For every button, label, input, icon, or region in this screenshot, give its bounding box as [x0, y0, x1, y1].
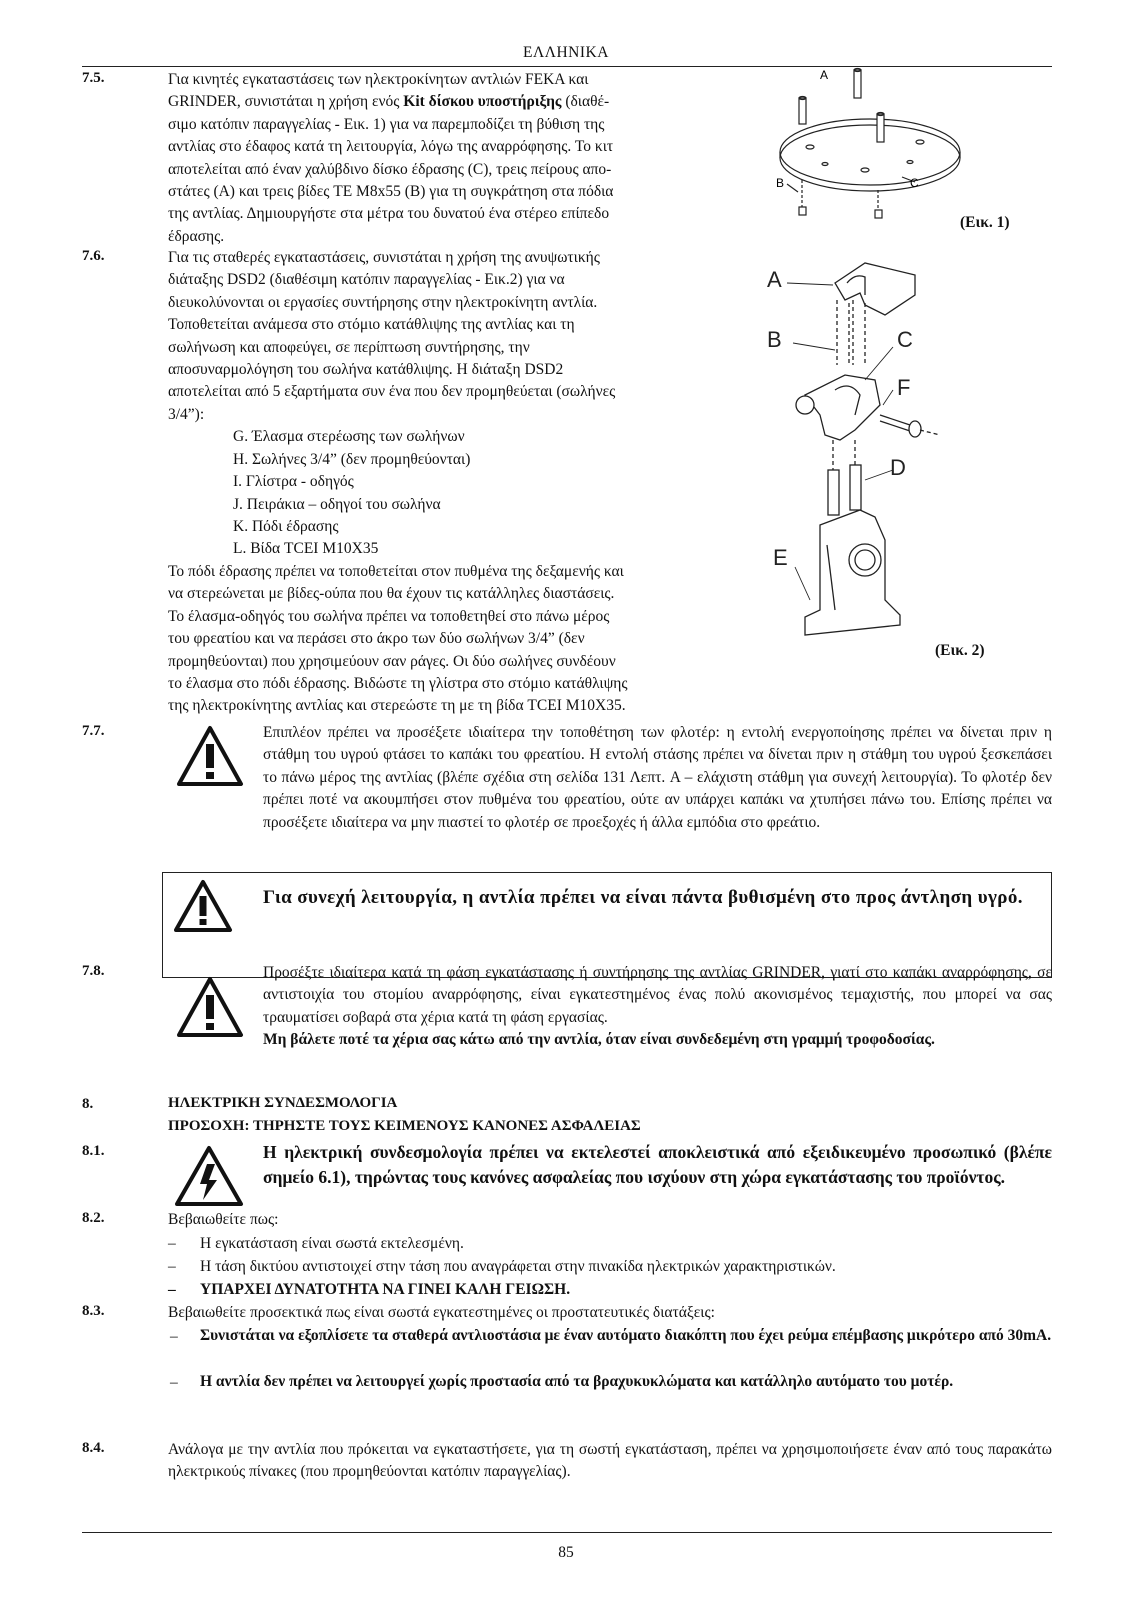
bullet-dash: –: [170, 1374, 178, 1391]
section-7-6-paragraph: Το πόδι έδρασης πρέπει να τοποθετείται στον πυθμένα της δεξαμενής και να στερεώνεται με βίδες-ούπα που θα έχουν τις κατάλληλες διαστάσεις. Το έλασμα-οδηγός του σωλήνα πρέπει να τοποθετηθεί στο πάνω μέρος του φρεατίου και να περάσει στο άκρο των δύο σωλήνων 3/4” (δεν προμηθεύονται) που χρησιμεύουν σαν ράγες. Οι δύο σωλήνες συνδέουν το έλασμα στο πόδι έδρασης. Βιδώστε τη γλίστρα στο στόμιο κατάθλιψης της ηλεκτροκίνητης αντλίας και στερεώστε τη με τη βίδα TCEI M10X35.: [168, 563, 628, 715]
fig2-label-e: E: [773, 545, 788, 570]
figure-2-dsd2-device: [765, 255, 965, 645]
section-8-4-text: Ανάλογα με την αντλία που πρόκειται να εγκαταστήσετε, για τη σωστή εγκατάσταση, πρέπει να χρησιμοποιήσετε έναν από τους παρακάτω ηλεκτρικούς πίνακες (που προμηθεύονται κατόπιν παραγγελίας).: [168, 1441, 1052, 1481]
list-item: Η τάση δικτύου αντιστοιχεί στην τάση που αναγράφεται στην πινακίδα ηλεκτρικών χαρακτηριστικών.: [200, 1258, 836, 1275]
section-number-8: 8.: [82, 1096, 94, 1112]
section-number-8-2: 8.2.: [82, 1210, 105, 1226]
section-number-7-7: 7.7.: [82, 723, 105, 739]
list-item: ΥΠΑΡΧΕΙ ΔΥΝΑΤΟΤΗΤΑ ΝΑ ΓΙΝΕΙ ΚΑΛΗ ΓΕΙΩΣΗ.: [200, 1281, 571, 1298]
figure-2-caption: (Εικ. 2): [935, 642, 985, 659]
fig1-label-a: A: [820, 68, 829, 82]
section-8-1-text: Η ηλεκτρική συνδεσμολογία πρέπει να εκτελεστεί αποκλειστικά από εξειδικευμένο προσωπικό (βλέπε σημείο 6.1), τηρώντας τους κανόνες ασφαλείας που ισχύουν στη χώρα εγκατάστασης του προϊόντος.: [263, 1142, 1052, 1187]
section-8-subtitle: ΠΡΟΣΟΧΗ: ΤΗΡΗΣΤΕ ΤΟΥΣ ΚΕΙΜΕΝΟΥΣ ΚΑΝΟΝΕΣ ΑΣΦΑΛΕΙΑΣ: [168, 1118, 641, 1134]
list-item: Η αντλία δεν πρέπει να λειτουργεί χωρίς προστασία από τα βραχυκυκλώματα και κατάλληλο αυτόματο του μοτέρ.: [200, 1373, 954, 1390]
note-box-text: Για συνεχή λειτουργία, η αντλία πρέπει να είναι πάντα βυθισμένη στο προς άντληση υγρό.: [263, 887, 1023, 908]
list-item: G. Έλασμα στερέωσης των σωλήνων: [233, 428, 465, 445]
section-7-8-text: Προσέξτε ιδιαίτερα κατά τη φάση εγκατάστασης ή συντήρησης της αντλίας GRINDER, γιατί στο καπάκι αναρρόφησης, σε αντιστοιχία του στομίου αναρρόφησης, είναι εγκατεστημένος ένας πολύ ακονισμένος τεμαχιστής, που μπορεί να σας τραυματίσει σοβαρά στα χέρια κατά τη φάση εργασίας. Μη βάλετε ποτέ τα χέρια σας κάτω από την αντλία, όταν είναι συνδεδεμένη στη γραμμή τροφοδοσίας.: [263, 964, 1052, 1049]
section-number-8-1: 8.1.: [82, 1143, 105, 1159]
section-8-2-intro: Βεβαιωθείτε πως:: [168, 1211, 279, 1228]
section-7-5-text: Για κινητές εγκαταστάσεις των ηλεκτροκίνητων αντλιών FEKA και GRINDER, συνιστάται η χρήση ενός Kit δίσκου υποστήριξης (διαθέ- σιμο κατόπιν παραγγελίας - Εικ. 1) για να παρεμποδίζει τη βύθιση της αντλίας στο έδαφος κατά τη λειτουργία, λόγω της αναρρόφησης. Το κιτ αποτελείται από έναν χαλύβδινο δίσκο έδρασης (C), τρεις πείρους απο- στάτες (A) και τρεις βίδες TE M8x55 (B) για τη συγκράτηση στα πόδια της αντλίας. Δημιουργήστε στα μέτρα του δυνατού ένα στέρεο επίπεδο έδρασης.: [168, 71, 614, 245]
section-7-7-text: Επιπλέον πρέπει να προσέξετε ιδιαίτερα την τοποθέτηση των φλοτέρ: η εντολή ενεργοποίησης πρέπει να δίνεται πριν η στάθμη του υγρού φτάσει το καπάκι του φρεατίου. Η εντολή στάσης πρέπει να δίνεται πριν η στάθμη του υγρού ξεσκεπάσει το πάνω μέρος της αντλίας (βλέπε σχέδια στη σελίδα 131 Λεπτ. A – ελάχιστη στάθμη για συνεχή λειτουργία). Το φλοτέρ δεν πρέπει ποτέ να ακουμπήσει στον πυθμένα του φρεατίου, ούτε αν υπάρχει καπάκι να χτυπήσει πάνω του. Επίσης πρέπει να προσέξετε ιδιαίτερα να μην πιαστεί το φλοτέρ σε προεξοχές ή άλλα εμπόδια στο φρεάτιο.: [263, 724, 1052, 831]
section-number-8-3: 8.3.: [82, 1303, 105, 1319]
bullet-dash: –: [168, 1258, 176, 1275]
section-7-6-text: Για τις σταθερές εγκαταστάσεις, συνιστάται η χρήση της ανυψωτικής διάταξης DSD2 (διαθέσιμη κατόπιν παραγγελίας - Εικ.2) για να διευκολύνονται οι εργασίες συντήρησης στην ηλεκτροκίνητη αντλία. Τοποθετείται ανάμεσα στο στόμιο κατάθλιψης της αντλίας και τη σωλήνωση και αποφεύγει, σε περίπτωση συντήρησης, την αποσυναρμολόγηση του σωλήνα κατάθλιψης. Η διάταξη DSD2 αποτελείται από 5 εξαρτήματα συν ένα που δεν προμηθεύεται (σωλήνες 3/4”):: [168, 249, 616, 423]
section-number-7-6: 7.6.: [82, 248, 105, 264]
section-8-title: ΗΛΕΚΤΡΙΚΗ ΣΥΝΔΕΣΜΟΛΟΓΙΑ: [168, 1095, 398, 1111]
warning-triangle-icon: [175, 975, 245, 1039]
list-item: Συνιστάται να εξοπλίσετε τα σταθερά αντλιοστάσια με έναν αυτόματο διακόπτη που έχει ρεύμα επέμβασης μικρότερο από 30mA.: [200, 1327, 1052, 1344]
page-header: ΕΛΛΗΝΙΚΑ: [523, 44, 609, 61]
bullet-dash: –: [170, 1328, 178, 1345]
list-item: I. Γλίστρα - οδηγός: [233, 473, 354, 490]
list-item: J. Πειράκια – οδηγοί του σωλήνα: [233, 496, 441, 513]
fig1-label-b: B: [776, 176, 785, 190]
list-item: L. Βίδα TCEI M10X35: [233, 540, 379, 557]
list-item: H. Σωλήνες 3/4” (δεν προμηθεύονται): [233, 451, 471, 468]
list-item: Η εγκατάσταση είναι σωστά εκτελεσμένη.: [200, 1235, 464, 1252]
figure-1-caption: (Εικ. 1): [960, 214, 1010, 231]
fig2-label-a: A: [767, 267, 782, 292]
fig2-label-c: C: [897, 327, 913, 352]
section-number-7-5: 7.5.: [82, 70, 105, 86]
fig2-label-d: D: [890, 455, 906, 480]
page-number: 85: [558, 1544, 574, 1561]
fig1-label-c: C: [910, 176, 919, 190]
section-8-3-intro: Βεβαιωθείτε προσεκτικά πως είναι σωστά εγκατεστημένες οι προστατευτικές διατάξεις:: [168, 1304, 715, 1321]
fig2-label-b: B: [767, 327, 782, 352]
bullet-dash: –: [168, 1281, 176, 1298]
fig2-label-f: F: [897, 375, 911, 400]
section-number-8-4: 8.4.: [82, 1440, 105, 1456]
section-number-7-8: 7.8.: [82, 963, 105, 979]
list-item: K. Πόδι έδρασης: [233, 518, 339, 535]
warning-triangle-icon: [172, 878, 234, 934]
electric-hazard-icon: [173, 1144, 245, 1208]
figure-1-support-disk: [770, 62, 970, 237]
warning-triangle-icon: [175, 724, 245, 788]
footer-rule: [82, 1532, 1052, 1533]
bullet-dash: –: [168, 1235, 176, 1252]
